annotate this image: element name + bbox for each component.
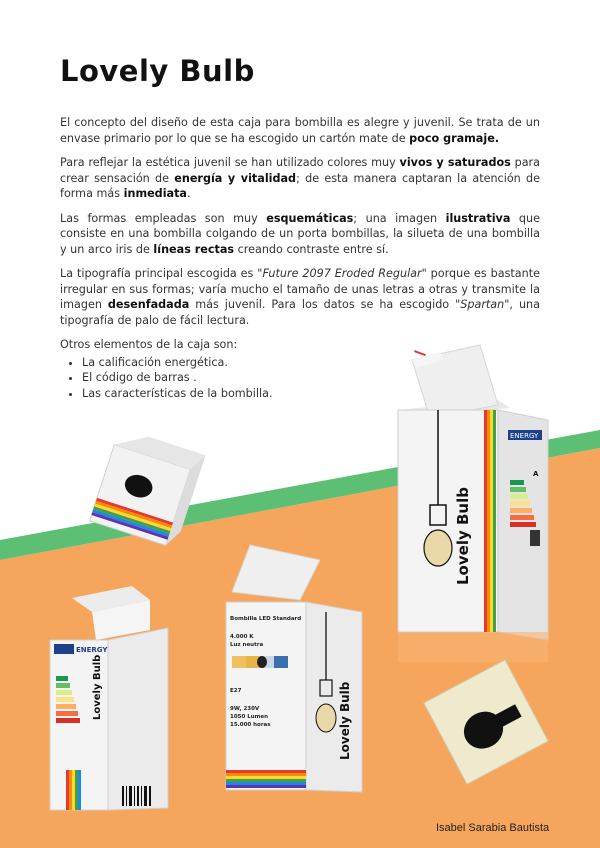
p2-bold-1: vivos y saturados [399,156,511,169]
p2-text-1: Para reflejar la estética juvenil se han utilizado colores muy [60,156,400,169]
p4-text-3: más juvenil. Para los datos se ha escogido " [189,298,461,311]
box-brand-middle: Lovely Bulb [338,681,352,760]
box-spec-lumen: 1050 Lumen [230,714,269,720]
box-spec-kelvin: 4.000 K [230,634,254,640]
box-spec-light: Luz neutra [230,642,264,648]
p2-text-3: ; de esta manera captaran la atención de forma más [60,171,540,200]
paragraph-5: Otros elementos de la caja son: [60,338,238,351]
p2-bold-2: energía y vitalidad [174,171,297,185]
p3-text-4: creando contraste entre sí. [234,242,389,256]
p3-text-3: que consiste en una bombilla colgando de un porta bombillas, la silueta de una bombilla y un arco iris de [60,211,540,256]
body-text [60,115,540,401]
box-product-name: Bombilla LED Standard [230,616,302,622]
energy-label-right: ENERGY [510,432,539,440]
energy-label-left: ENERGY [76,646,108,654]
p1-text: El concepto del diseño de esta caja para bombilla es alegre y juvenil. Se trata de un envase primario por lo que se ha escogido un cartón mate de [60,116,540,145]
p3-text-2: ; una imagen [353,211,446,225]
p2-text-2: para crear sensación de [60,156,541,185]
list-item: • El código de barras . [82,370,540,386]
p3-text-1: Las formas empleadas son muy [60,211,267,225]
hanging-bulb-icon [424,530,452,566]
author-name: Isabel Sarabia Bautista [436,822,550,834]
list-item: • Las características de la bombilla. [82,386,540,402]
p4-text-2: " porque es bastante irregular en sus formas; varía mucho el tamaño de unas letras a otras y transmite la imagen [60,267,540,311]
box-spec-watts: 9W, 230V [230,706,260,712]
list-item: • La calificación energética. [82,355,540,371]
box-brand-left: Lovely Bulb [92,654,103,720]
box-spec-e27: E27 [230,688,242,694]
paragraph-3 [60,211,540,258]
p4-italic-2: Spartan [460,298,505,311]
paragraph-2 [60,155,540,202]
box-spec-hours: 15.000 horas [230,722,271,728]
p4-bold-1: desenfadada [107,298,190,311]
page-title: Lovely Bulb [60,54,255,88]
paragraph-4 [60,266,540,328]
p1-bold: poco gramaje. [409,131,500,145]
p4-text-1: La tipografía principal escogida es " [60,267,263,280]
p3-bold-3: líneas rectas [153,242,235,256]
p2-bold-3: inmediata [123,187,187,200]
p3-bold-2: ilustrativa [445,211,511,225]
p3-bold-1: esquemáticas [266,211,354,225]
p4-italic-1: Future 2097 Eroded Regular [262,267,422,280]
paragraph-1 [60,115,540,146]
energy-class-right: A [533,470,539,478]
p2-text-4: . [186,187,191,200]
elements-list [60,355,540,402]
box-brand-large: Lovely Bulb [454,487,472,585]
p4-text-4: ", una tipografía de palo de fácil lectura. [60,298,540,327]
